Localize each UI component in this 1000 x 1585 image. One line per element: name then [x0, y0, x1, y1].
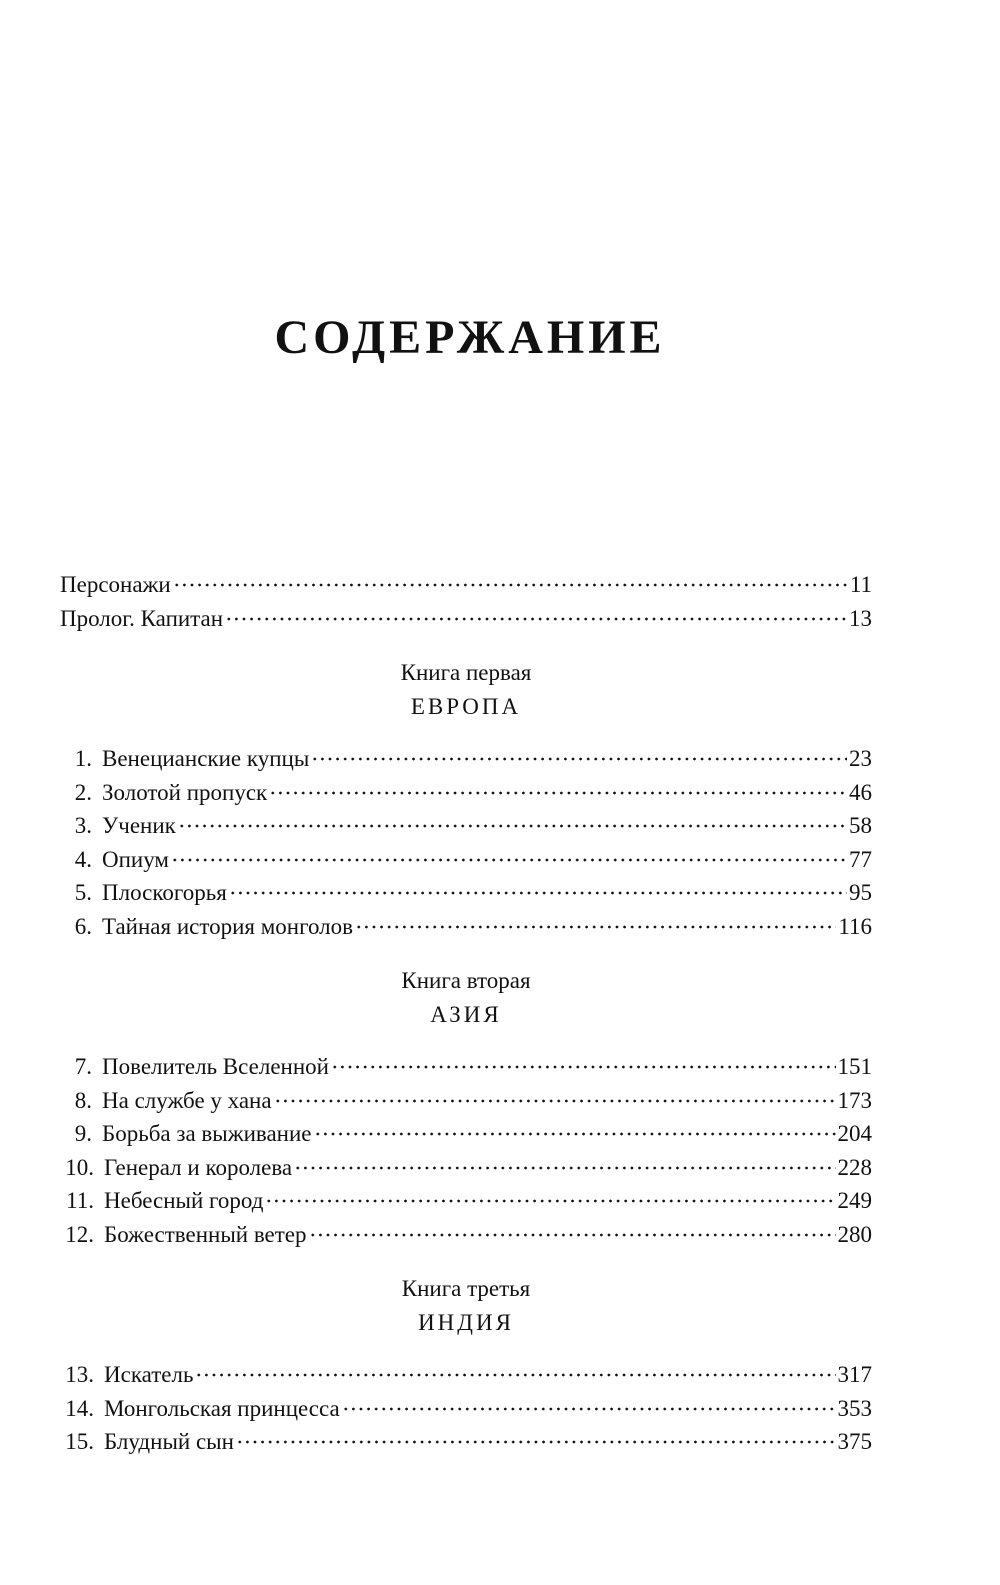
toc-chapter-4[interactable]: [60, 843, 872, 877]
toc-chapter-5[interactable]: [60, 876, 872, 910]
chapter-page: 249: [837, 1188, 872, 1213]
chapter-page: 151: [837, 1054, 872, 1079]
chapter-number: 12.: [65, 1221, 94, 1247]
toc-chapter-15[interactable]: [60, 1425, 872, 1459]
dot-leader: [294, 1165, 835, 1171]
book-name: ИНДИЯ: [418, 1310, 514, 1335]
chapter-title: Ученик: [102, 813, 176, 838]
dot-leader: [178, 823, 847, 829]
dot-leader: [171, 857, 847, 863]
toc-chapter-13[interactable]: [60, 1358, 872, 1392]
dot-leader: [225, 616, 847, 622]
chapter-number: 8.: [74, 1087, 92, 1113]
toc-chapter-8[interactable]: [60, 1084, 872, 1118]
chapter-title: Генерал и королева: [104, 1154, 293, 1180]
book-name: ЕВРОПА: [410, 694, 522, 719]
dot-leader: [331, 1064, 836, 1070]
chapter-page: 58: [849, 813, 872, 838]
chapter-page: 280: [837, 1221, 872, 1247]
toc-entry-label: Персонажи: [60, 572, 171, 597]
toc-chapter-10[interactable]: [60, 1151, 872, 1185]
toc-chapter-14[interactable]: [60, 1392, 872, 1426]
chapter-page: 23: [849, 746, 872, 771]
chapter-title: Тайная история монголов: [102, 913, 354, 939]
chapter-title: Искатель: [104, 1362, 194, 1387]
dot-leader: [269, 790, 847, 796]
chapter-title: Повелитель Вселенной: [102, 1054, 329, 1079]
toc-entry-label: Пролог. Капитан: [60, 605, 224, 631]
table-of-contents: [60, 568, 872, 1459]
toc-chapter-12[interactable]: [60, 1218, 872, 1252]
chapter-number: 10.: [65, 1154, 94, 1180]
dot-leader: [314, 1131, 836, 1137]
dot-leader: [229, 890, 847, 896]
chapter-number: 4.: [74, 846, 92, 872]
chapter-title: На службе у хана: [102, 1087, 272, 1113]
chapter-number: 7.: [74, 1054, 92, 1079]
toc-entry-page: 11: [849, 572, 872, 597]
dot-leader: [355, 924, 836, 930]
book-heading-3: [60, 1272, 872, 1340]
chapter-title: Блудный сын: [104, 1429, 234, 1454]
book-heading-1: [60, 656, 872, 724]
dot-leader: [265, 1198, 835, 1204]
chapter-page: 353: [837, 1395, 872, 1421]
dot-leader: [195, 1372, 835, 1378]
toc-chapter-3[interactable]: [60, 809, 872, 843]
chapter-number: 6.: [74, 913, 92, 939]
chapter-page: 204: [837, 1121, 872, 1146]
toc-chapter-2[interactable]: [60, 776, 872, 810]
dot-leader: [274, 1098, 836, 1104]
chapter-number: 13.: [65, 1362, 94, 1387]
chapter-title: Венецианские купцы: [102, 746, 310, 771]
chapter-number: 2.: [74, 779, 92, 805]
chapter-page: 228: [837, 1154, 872, 1180]
dot-leader: [311, 756, 847, 762]
book-heading-2: [60, 964, 872, 1032]
chapter-number: 14.: [65, 1395, 94, 1421]
toc-entry-page: 13: [849, 605, 872, 631]
toc-chapter-9[interactable]: [60, 1117, 872, 1151]
chapter-number: 5.: [74, 880, 92, 905]
chapter-page: 317: [837, 1362, 872, 1387]
chapter-title: Борьба за выживание: [102, 1121, 312, 1146]
chapter-page: 116: [838, 913, 872, 939]
book-subtitle: Книга третья: [401, 1276, 531, 1301]
chapter-number: 15.: [65, 1429, 94, 1454]
chapter-page: 77: [849, 846, 872, 872]
chapter-page: 173: [837, 1087, 872, 1113]
toc-chapter-11[interactable]: [60, 1184, 872, 1218]
chapter-number: 9.: [74, 1121, 92, 1146]
chapter-title: Опиум: [102, 846, 169, 872]
chapter-number: 3.: [74, 813, 92, 838]
chapter-number: 11.: [66, 1188, 94, 1213]
chapter-page: 375: [837, 1429, 872, 1454]
dot-leader: [342, 1406, 836, 1412]
dot-leader: [309, 1232, 836, 1238]
book-subtitle: Книга первая: [400, 660, 532, 685]
dot-leader: [236, 1439, 836, 1445]
toc-chapter-6[interactable]: [60, 910, 872, 944]
chapter-number: 1.: [74, 746, 92, 771]
chapter-title: Плоскогорья: [102, 880, 227, 905]
chapter-page: 95: [849, 880, 872, 905]
toc-chapter-1[interactable]: [60, 742, 872, 776]
page-title: СОДЕРЖАНИЕ: [274, 311, 666, 364]
chapter-title: Божественный ветер: [104, 1221, 307, 1247]
chapter-title: Золотой пропуск: [102, 779, 268, 805]
book-name: АЗИЯ: [430, 1002, 502, 1027]
toc-entry-prologue[interactable]: [60, 602, 872, 636]
toc-chapter-7[interactable]: [60, 1050, 872, 1084]
dot-leader: [173, 582, 848, 588]
toc-entry-characters[interactable]: [60, 568, 872, 602]
chapter-title: Небесный город: [104, 1188, 264, 1213]
chapter-page: 46: [849, 779, 872, 805]
chapter-title: Монгольская принцесса: [104, 1395, 340, 1421]
book-subtitle: Книга вторая: [401, 968, 531, 993]
